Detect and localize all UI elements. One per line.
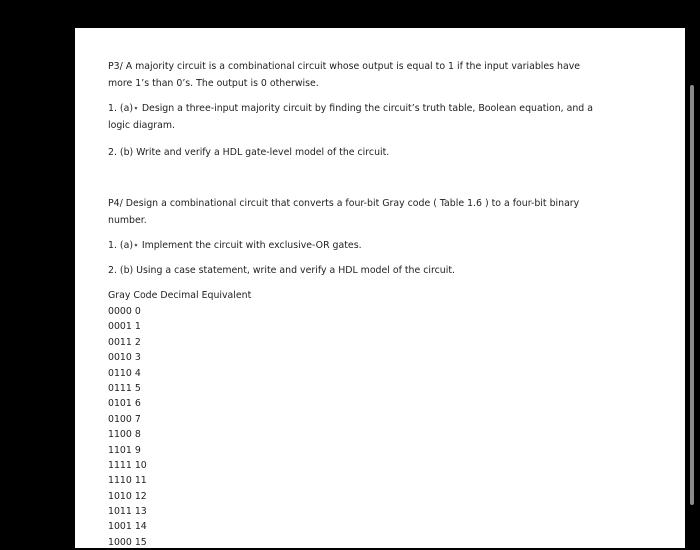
table-row: 1111 10 (108, 459, 147, 471)
vertical-scrollbar[interactable] (690, 85, 694, 505)
table-row: 0001 1 (108, 321, 141, 333)
p4-intro: P4/ Design a combinational circuit that converts a four-bit Gray code ( Table 1.6 ) to a four-bit binary number. (108, 198, 580, 226)
gray-code-table (108, 304, 608, 550)
table-row: 1001 14 (108, 521, 147, 533)
document-content (108, 58, 608, 550)
document-page (75, 28, 685, 548)
table-row: 1101 9 (108, 444, 141, 456)
table-row: 1011 13 (108, 506, 147, 518)
p3-part-a: 1. (a)⋆ Design a three-input majority circuit by finding the circuit’s truth table, Boolean equation, and a logic diagram. (108, 103, 593, 131)
table-row: 1000 15 (108, 536, 147, 548)
p3-intro: P3/ A majority circuit is a combinational circuit whose output is equal to 1 if the input variables have more 1’s than 0’s. The output is 0 otherwise. (108, 61, 581, 89)
p4-part-b: 2. (b) Using a case statement, write and verify a HDL model of the circuit. (108, 265, 455, 276)
table-row: 0101 6 (108, 398, 141, 410)
table-row: 0100 7 (108, 413, 141, 425)
table-row: 1010 12 (108, 490, 147, 502)
table-row: 0111 5 (108, 382, 141, 394)
p3-part-b: 2. (b) Write and verify a HDL gate-level model of the circuit. (108, 147, 390, 158)
gray-code-table-header: Gray Code Decimal Equivalent (108, 290, 252, 301)
p4-part-a: 1. (a)⋆ Implement the circuit with exclusive-OR gates. (108, 240, 362, 251)
table-row: 0110 4 (108, 367, 141, 379)
table-row: 0000 0 (108, 306, 141, 317)
table-row: 0010 3 (108, 352, 141, 364)
table-row: 0011 2 (108, 336, 141, 348)
table-row: 1110 11 (108, 475, 147, 487)
table-row: 1100 8 (108, 429, 141, 441)
